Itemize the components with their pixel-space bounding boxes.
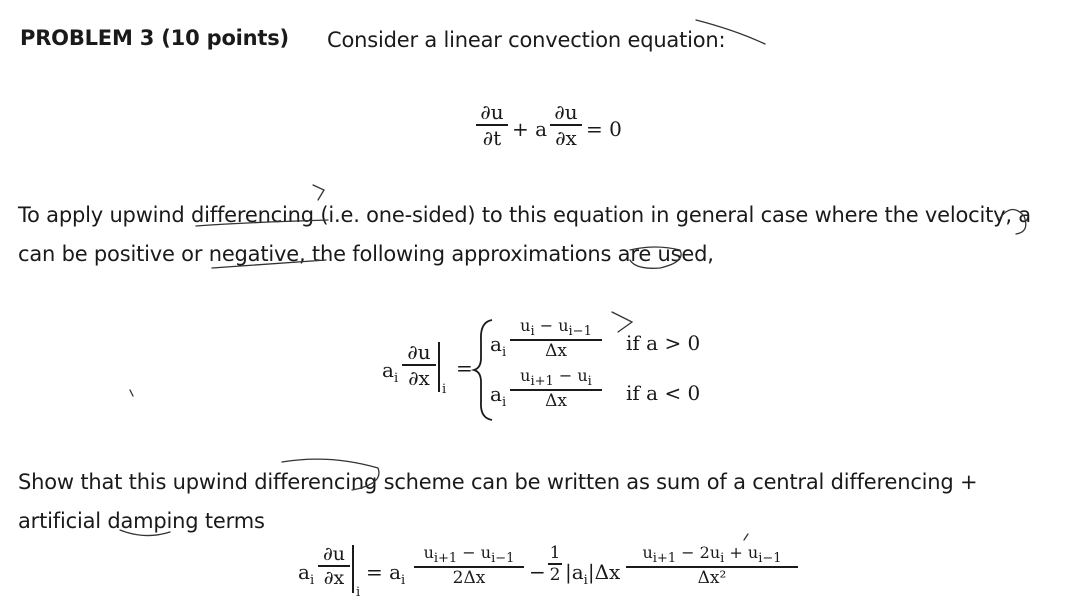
eq3-evaluation-bar bbox=[352, 545, 354, 593]
case1-coefficient: $a_i$ bbox=[490, 332, 507, 360]
evaluation-bar bbox=[438, 342, 440, 392]
equals-zero: = 0 bbox=[586, 117, 622, 141]
case1-condition: if a > 0 bbox=[626, 331, 701, 355]
eq3-lhs-coefficient: $a_i$ bbox=[298, 560, 315, 588]
paragraph2-line1: Show that this upwind differencing scheme can be written as sum of a central differencing + bbox=[18, 470, 978, 494]
pen-mark-case1 bbox=[612, 312, 632, 332]
lhs-derivative: ∂u ∂x bbox=[402, 340, 436, 390]
central-difference-fraction: $u_{i+1} - u_{i-1}$ 2Δx bbox=[414, 543, 524, 588]
one-half-fraction: 1 2 bbox=[549, 543, 561, 585]
plus-a: + a bbox=[512, 117, 548, 141]
eq3-lhs-derivative: ∂u ∂x bbox=[318, 543, 350, 589]
equals-sign: = bbox=[456, 356, 473, 380]
paragraph1-line1: To apply upwind differencing (i.e. one-sided) to this equation in general case where the velocity, a bbox=[18, 203, 1031, 227]
problem-heading: PROBLEM 3 (10 points) bbox=[20, 26, 289, 50]
paragraph1-line2: can be positive or negative, the following approximations are used, bbox=[18, 242, 714, 266]
pen-dot bbox=[130, 390, 133, 396]
pen-arrow-upwind bbox=[313, 185, 324, 200]
minus-sign: − bbox=[529, 560, 546, 584]
case2-coefficient: $a_i$ bbox=[490, 382, 507, 410]
case2-condition: if a < 0 bbox=[626, 381, 701, 405]
case1-fraction: $u_i - u_{i-1}$ Δx bbox=[510, 316, 602, 361]
eq3-equals-coefficient: = $a_i$ bbox=[366, 560, 406, 588]
lhs-coefficient: $a_i$ bbox=[382, 358, 399, 386]
damping-coefficient: $|a_i|\Delta x$ bbox=[565, 560, 621, 588]
pen-tick-eq3 bbox=[744, 534, 748, 540]
problem-intro: Consider a linear convection equation: bbox=[327, 28, 726, 52]
evaluation-subscript: i bbox=[442, 382, 447, 397]
eq3-evaluation-subscript: i bbox=[356, 585, 361, 600]
second-difference-fraction: $u_{i+1} - 2u_i + u_{i-1}$ Δx² bbox=[626, 543, 798, 588]
dudx-fraction: ∂u ∂x bbox=[550, 100, 582, 150]
paragraph2-line2: artificial damping terms bbox=[18, 509, 265, 533]
dudt-fraction: ∂u ∂t bbox=[476, 100, 508, 150]
case2-fraction: $u_{i+1} - u_i$ Δx bbox=[510, 366, 602, 411]
